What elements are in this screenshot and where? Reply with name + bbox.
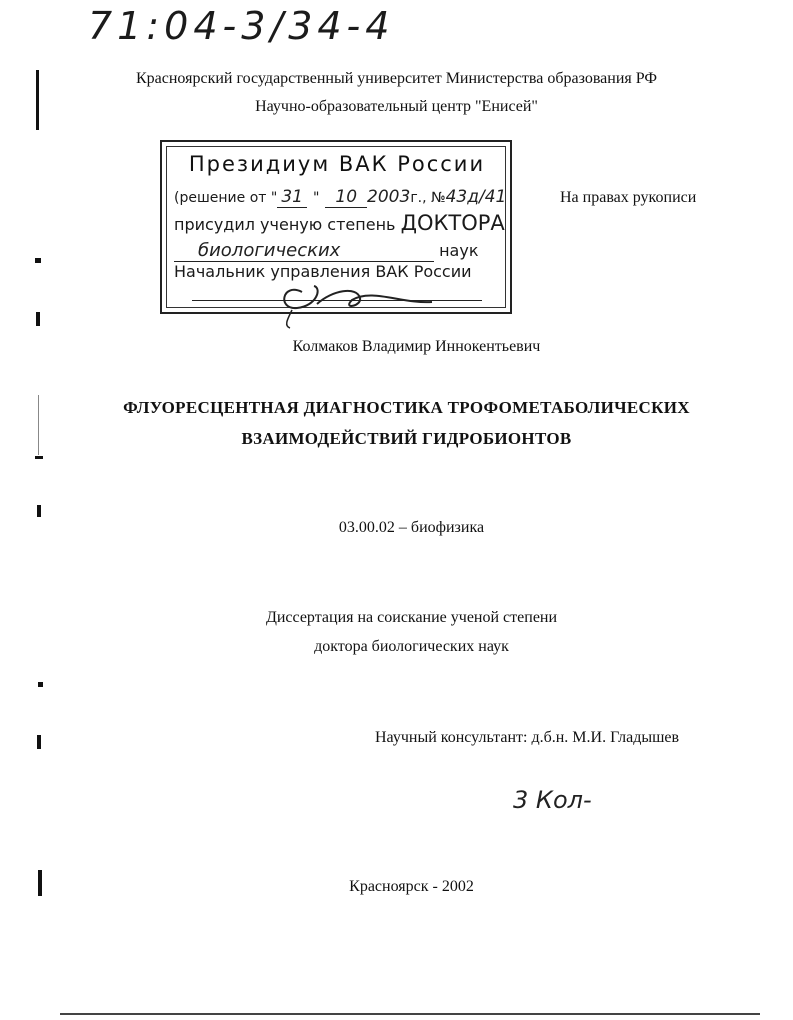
dissertation-line1: Диссертация на соискание ученой степени: [265, 609, 558, 626]
scan-margin-mark: [36, 312, 40, 326]
dissertation-title-line1: ФЛУОРЕСЦЕНТНАЯ ДИАГНОСТИКА ТРОФОМЕТАБОЛИЧЕСКИХ: [123, 398, 690, 417]
stamp-science-suffix: наук: [439, 241, 479, 260]
stamp-decision-month: 10: [325, 187, 367, 208]
stamp-decision-year: 2003: [367, 187, 411, 207]
scan-bottom-line: [60, 1013, 760, 1015]
handwritten-copy-note: 3 Кол-: [513, 786, 592, 814]
stamp-awarded-prefix: присудил ученую степень: [174, 215, 396, 234]
stamp-decision-row: [174, 187, 506, 207]
stamp-title: Президиум ВАК России: [188, 152, 486, 176]
scientific-consultant: Научный консультант: д.б.н. М.И. Гладышев: [375, 729, 680, 746]
scan-margin-mark: [35, 258, 41, 263]
dissertation-title-line2: ВЗАИМОДЕЙСТВИЙ ГИДРОБИОНТОВ: [241, 429, 572, 448]
scan-margin-mark: [38, 870, 42, 896]
stamp-degree-row: [174, 211, 505, 235]
specialty: 03.00.02 – биофизика: [338, 519, 485, 536]
stamp-science-row: [174, 240, 504, 262]
stamp-decision-mid: ": [312, 190, 320, 206]
center-line: Научно-образовательный центр "Енисей": [255, 98, 538, 115]
scan-margin-mark: [36, 70, 39, 130]
dissertation-line2: доктора биологических наук: [314, 638, 509, 655]
scan-margin-mark: [37, 505, 41, 517]
archive-code: 71:04-3/34-4: [88, 4, 395, 48]
rights-note: На правах рукописи: [560, 189, 697, 206]
author-name: Колмаков Владимир Иннокентьевич: [292, 338, 541, 355]
scan-margin-mark: [38, 395, 39, 455]
scan-margin-mark: [35, 456, 43, 459]
stamp-decision-prefix: (решение от ": [174, 190, 278, 206]
stamp-decision-year-suffix: г., №: [410, 190, 446, 206]
university-line: Красноярский государственный университет Министерства образования РФ: [135, 70, 658, 87]
scan-margin-mark: [37, 735, 41, 749]
stamp-signature-icon: [262, 270, 442, 330]
vak-stamp: [160, 140, 512, 314]
scan-margin-mark: [38, 682, 43, 687]
city-year: Красноярск - 2002: [349, 878, 474, 895]
stamp-decision-day: 31: [277, 187, 307, 208]
stamp-head: Начальник управления ВАК России: [174, 262, 472, 281]
stamp-degree: ДОКТОРА: [400, 211, 505, 235]
stamp-science-handwritten: биологических: [174, 240, 434, 262]
stamp-decision-number: 43д/41: [445, 187, 507, 207]
